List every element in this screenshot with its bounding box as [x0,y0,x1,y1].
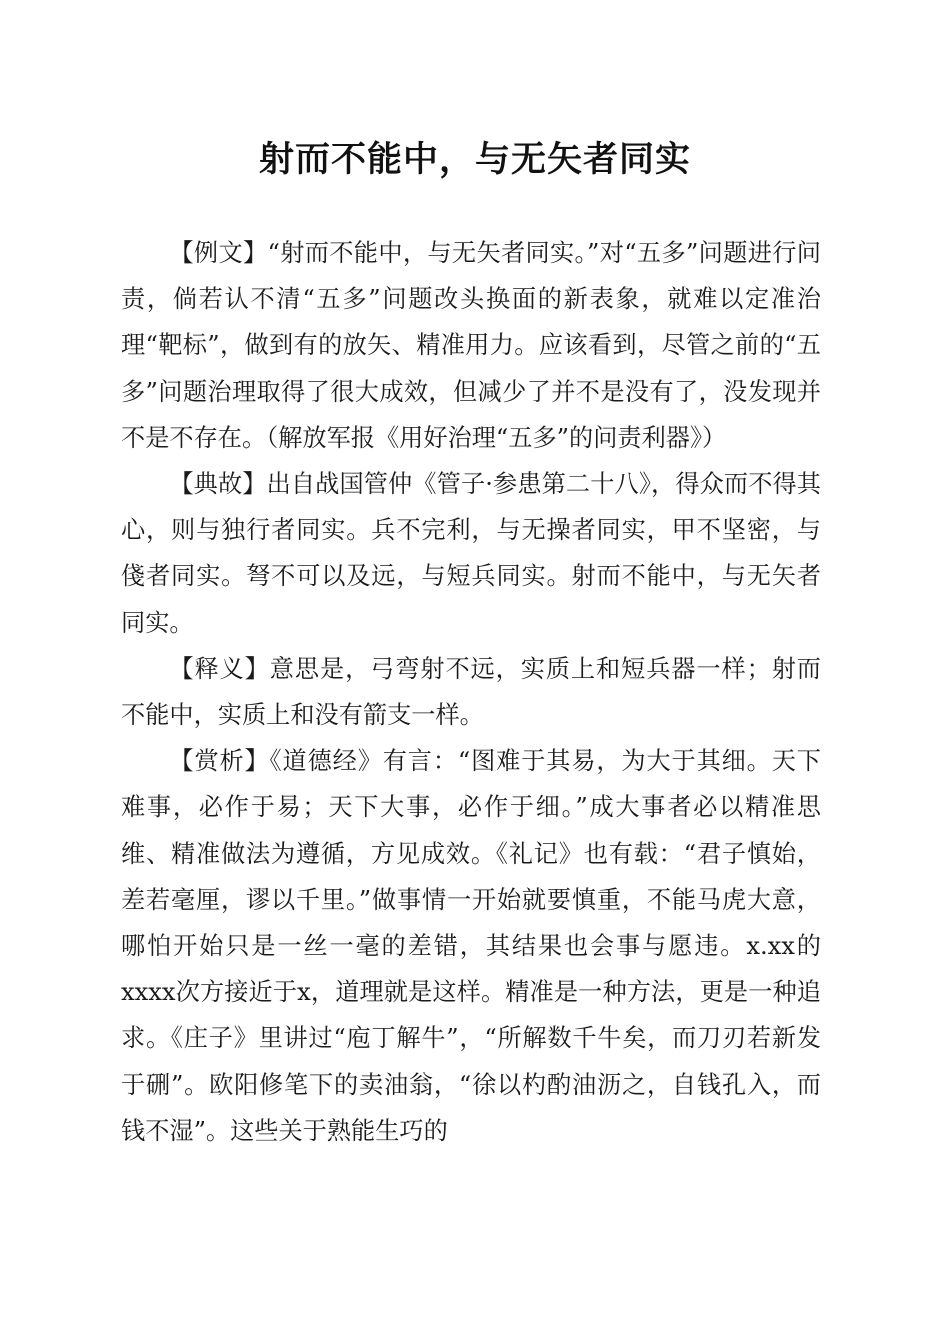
paragraph-label: 【赏析】 [169,747,270,776]
paragraph-label: 【释义】 [169,654,270,683]
paragraph-allusion [121,461,821,646]
document-body [121,230,821,1154]
paragraph-label: 【例文】 [169,239,268,267]
paragraph-text: 意思是，弓弯射不远，实质上和短兵器一样；射而不能中，实质上和没有箭支一样。 [121,654,821,730]
paragraph-example [121,230,821,461]
paragraph-text: “射而不能中，与无矢者同实。”对“五多”问题进行问责，倘若认不清“五多”问题改头换面的新表象，就难以定准治理“靶标”，做到有的放矢、精准用力。应该看到，尽管之前的“五多”问题治理取得了很大成效，但减少了并不是没有了，没发现并不是不存在。（解放军报《用好治理“五多”的问责利器》） [121,239,821,452]
paragraph-text: 《道德经》有言：“图难于其易，为大于其细。天下难事，必作于易；天下大事，必作于细。”成大事者必以精准思维、精准做法为遵循，方见成效。《礼记》也有载：“君子慎始，差若毫厘，谬以千里。”做事情一开始就要慎重，不能马虎大意，哪怕开始只是一丝一毫的差错，其结果也会事与愿违。x.xx的xxxx次方接近于x，道理就是这样。精准是一种方法，更是一种追求。《庄子》里讲过“庖丁解牛”，“所解数千牛矣，而刀刃若新发于硎”。欧阳修笔下的卖油翁，“徐以杓酌油沥之，自钱孔入，而钱不湿”。这些关于熟能生巧的 [121,747,821,1145]
paragraph-label: 【典故】 [169,470,267,499]
paragraph-text: 出自战国管仲《管子·参患第二十八》，得众而不得其心，则与独行者同实。兵不完利，与无操者同实，甲不坚密，与俴者同实。弩不可以及远，与短兵同实。射而不能中，与无矢者同实。 [121,470,821,637]
document-title: 射而不能中，与无矢者同实 [258,139,691,180]
paragraph-appreciation [121,738,821,1154]
paragraph-explanation [121,646,821,738]
